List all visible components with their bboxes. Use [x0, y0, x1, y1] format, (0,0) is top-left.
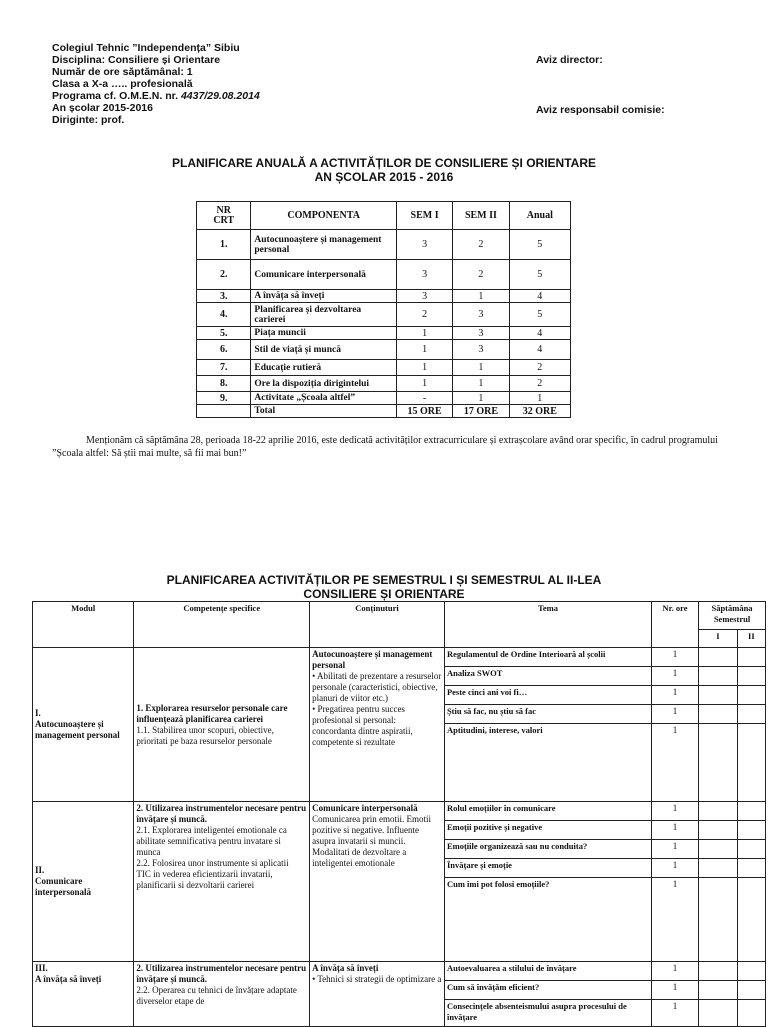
tema-cell: Analiza SWOT [444, 667, 651, 686]
week-sem-i [699, 724, 738, 802]
row-sem1: 1 [396, 376, 452, 392]
col-tema: Tema [444, 602, 651, 648]
row-nr: 5. [197, 327, 251, 340]
week-sem-i [699, 821, 738, 840]
row-sem1: 1 [396, 360, 452, 376]
semester-table-header [33, 602, 766, 630]
week-sem-i [699, 802, 738, 821]
ore-cell: 1 [651, 878, 698, 962]
week-sem-ii [737, 821, 765, 840]
row-componenta: A învăța să înveți [251, 290, 397, 303]
row-sem1: - [396, 392, 452, 405]
competente-title: 1. Explorarea resurselor personale care influențează planificarea carierei [136, 702, 288, 724]
row-anual: 4 [509, 290, 570, 303]
row-sem2: 1 [453, 392, 509, 405]
col-sem1: SEM I [396, 202, 452, 230]
aviz-comisie: Aviz responsabil comisie: [536, 104, 665, 116]
row-nr: 3. [197, 290, 251, 303]
total-row [197, 405, 571, 418]
total-sem2: 17 ORE [453, 405, 509, 418]
row-sem2: 2 [453, 230, 509, 260]
col-nr-ore: Nr. ore [651, 602, 698, 648]
week-sem-ii [737, 878, 765, 962]
row-sem2: 1 [453, 360, 509, 376]
ore-cell: 1 [651, 981, 698, 1000]
table-row [197, 290, 571, 303]
module-continuturi [310, 802, 445, 962]
total-anual: 32 ORE [509, 405, 570, 418]
module-name: I. Autocunoaștere și management personal [33, 648, 134, 802]
col-continuturi: Conținuturi [310, 602, 445, 648]
ore-cell: 1 [651, 1000, 698, 1027]
week-sem-i [699, 705, 738, 724]
row-sem1: 1 [396, 340, 452, 360]
continuturi-text: • Tehnici si strategii de optimizare a [312, 974, 442, 984]
row-nr: 8. [197, 376, 251, 392]
table-row [197, 360, 571, 376]
row-sem2: 3 [453, 303, 509, 327]
page-title [0, 156, 768, 184]
table-row [33, 802, 766, 821]
col-sem2: SEM II [453, 202, 509, 230]
ore-cell: 1 [651, 802, 698, 821]
table-row [197, 340, 571, 360]
annual-plan-table [196, 201, 571, 418]
weekly-hours: Număr de ore săptămânal: 1 [52, 66, 193, 78]
total-sem1: 15 ORE [396, 405, 452, 418]
week-sem-i [699, 878, 738, 962]
tema-cell: Autoevaluarea a stilului de învățare [444, 962, 651, 981]
tema-cell: Regulamentul de Ordine Interioară al școlii [444, 648, 651, 667]
row-sem1: 3 [396, 230, 452, 260]
school-year: An școlar 2015-2016 [52, 102, 153, 114]
week-sem-i [699, 648, 738, 667]
programa [52, 90, 260, 102]
title-line-2: AN ȘCOLAR 2015 - 2016 [314, 170, 454, 184]
table-row [197, 230, 571, 260]
total-empty [197, 405, 251, 418]
row-componenta: Comunicare interpersonală [251, 260, 397, 290]
week-sem-ii [737, 1000, 765, 1027]
tema-cell: Rolul emoțiilor în comunicare [444, 802, 651, 821]
row-componenta: Ore la dispoziția dirigintelui [251, 376, 397, 392]
row-sem1: 2 [396, 303, 452, 327]
col-nr: NR CRT [197, 202, 251, 230]
module-name: III. A învăța să înveți [33, 962, 134, 1027]
row-sem2: 1 [453, 376, 509, 392]
row-anual: 5 [509, 303, 570, 327]
school-name: Colegiul Tehnic ”Independența” Sibiu [52, 42, 240, 54]
week-sem-ii [737, 648, 765, 667]
row-componenta: Piața muncii [251, 327, 397, 340]
row-anual: 4 [509, 340, 570, 360]
week-sem-i [699, 962, 738, 981]
ore-cell: 1 [651, 840, 698, 859]
module-name: II. Comunicare interpersonală [33, 802, 134, 962]
week-sem-i [699, 859, 738, 878]
continuturi-title: Autocunoaștere și management personal [312, 649, 433, 670]
week-sem-i [699, 667, 738, 686]
continuturi-title: A învăța să înveți [312, 963, 379, 973]
competente-title: 2. Utilizarea instrumentelor necesare pentru învățare și muncă. [136, 963, 307, 984]
week-sem-i [699, 686, 738, 705]
week-sem-i [699, 1000, 738, 1027]
col-anual: Anual [509, 202, 570, 230]
week-sem-ii [737, 686, 765, 705]
col-componenta: COMPONENTA [251, 202, 397, 230]
continuturi-text: • Abilitati de prezentare a resurselor personale (caracteristici, obiective, planuri de viitor etc.) • Pregatirea pentru succes profesional si personal: concordanta dintre aspiratii, competente si rezultate [312, 671, 442, 747]
competente-text: 2.2. Operarea cu tehnici de învățare adaptate diverselor etape de [136, 985, 297, 1006]
discipline: Disciplina: Consiliere și Orientare [52, 54, 221, 66]
row-nr: 1. [197, 230, 251, 260]
tema-cell: Peste cinci ani voi fi… [444, 686, 651, 705]
school-altfel-note: Menționăm că săptămâna 28, perioada 18-22 aprilie 2016, este dedicată activităților extracurriculare și extrașcolare având orar specific, în cadrul programului ”Școala altfel: Să știi mai multe, să fii mai bun!” [52, 435, 718, 459]
week-sem-ii [737, 724, 765, 802]
row-anual: 2 [509, 376, 570, 392]
module-continuturi [310, 962, 445, 1027]
table-row [197, 392, 571, 405]
semester-title [0, 573, 768, 601]
tema-cell: Emoții pozitive și negative [444, 821, 651, 840]
title-line-1: PLANIFICARE ANUALĂ A ACTIVITĂȚILOR DE CONSILIERE ȘI ORIENTARE [171, 156, 596, 170]
col-sem-i: I [699, 630, 738, 648]
row-sem1: 3 [396, 260, 452, 290]
week-sem-i [699, 840, 738, 859]
row-nr: 6. [197, 340, 251, 360]
row-componenta: Activitate „Școala altfel” [251, 392, 397, 405]
table-row [197, 327, 571, 340]
row-sem2: 3 [453, 340, 509, 360]
semester-plan-table [32, 601, 766, 1027]
table-row [33, 962, 766, 981]
aviz-director: Aviz director: [536, 54, 603, 66]
ore-cell: 1 [651, 667, 698, 686]
row-componenta: Autocunoaștere și management personal [251, 230, 397, 260]
module-competente [134, 648, 310, 802]
row-componenta: Stil de viață și muncă [251, 340, 397, 360]
ore-cell: 1 [651, 686, 698, 705]
table-row [197, 260, 571, 290]
programa-number: 4437/29.08.2014 [180, 90, 260, 102]
col-competente: Competențe specifice [134, 602, 310, 648]
week-sem-ii [737, 981, 765, 1000]
row-anual: 5 [509, 230, 570, 260]
row-nr: 2. [197, 260, 251, 290]
row-anual: 2 [509, 360, 570, 376]
row-sem1: 3 [396, 290, 452, 303]
competente-text: 1.1. Stabilirea unor scopuri, obiective, prioritati pe baza resurselor personale [136, 724, 274, 746]
row-nr: 4. [197, 303, 251, 327]
class-name: Clasa a X-a ….. profesională [52, 78, 193, 90]
table-row [33, 648, 766, 667]
week-sem-ii [737, 859, 765, 878]
tema-cell: Consecințele absenteismului asupra procesului de învățare [444, 1000, 651, 1027]
ore-cell: 1 [651, 962, 698, 981]
row-nr: 9. [197, 392, 251, 405]
continuturi-text: Comunicarea prin emotii. Emotii pozitive si negative. Influente asupra invatarii si muncii. Modalitati de dezvoltare a inteligentei emotionale [312, 814, 432, 868]
total-label: Total [251, 405, 397, 418]
table-row [197, 376, 571, 392]
row-anual: 1 [509, 392, 570, 405]
semester-title-line-1: PLANIFICAREA ACTIVITĂȚILOR PE SEMESTRUL I ȘI SEMESTRUL AL II-LEA [166, 573, 602, 587]
week-sem-ii [737, 667, 765, 686]
ore-cell: 1 [651, 821, 698, 840]
ore-cell: 1 [651, 648, 698, 667]
module-competente [134, 962, 310, 1027]
tema-cell: Emoțiile organizează sau nu conduita? [444, 840, 651, 859]
tema-cell: Știu să fac, nu știu să fac [444, 705, 651, 724]
col-saptamana: Săptămâna Semestrul [699, 602, 766, 630]
week-sem-ii [737, 705, 765, 724]
programa-label: Programa cf. O.M.E.N. nr. [52, 90, 181, 102]
tema-cell: Aptitudini, interese, valori [444, 724, 651, 802]
col-modul: Modul [33, 602, 134, 648]
ore-cell: 1 [651, 859, 698, 878]
ore-cell: 1 [651, 724, 698, 802]
competente-text: 2.1. Explorarea inteligentei emotionale ca abilitate semnificativa pentru invatare si munca 2.2. Folosirea unor instrumente si aplicatii TIC in vederea eficientizarii invatarii, planificarii si dezvoltarii carierei [136, 825, 289, 890]
row-sem2: 2 [453, 260, 509, 290]
competente-title: 2. Utilizarea instrumentelor necesare pentru învățare și muncă. [136, 803, 307, 824]
semester-title-line-2: CONSILIERE ȘI ORIENTARE [303, 587, 465, 601]
table-row [197, 303, 571, 327]
row-sem1: 1 [396, 327, 452, 340]
tema-cell: Cum îmi pot folosi emoțiile? [444, 878, 651, 962]
row-componenta: Planificarea și dezvoltarea carierei [251, 303, 397, 327]
row-anual: 5 [509, 260, 570, 290]
row-sem2: 1 [453, 290, 509, 303]
row-componenta: Educație rutieră [251, 360, 397, 376]
annual-table-header [197, 202, 571, 230]
continuturi-title: Comunicare interpersonală [312, 803, 418, 813]
ore-cell: 1 [651, 705, 698, 724]
form-teacher: Diriginte: prof. [52, 114, 125, 126]
row-sem2: 3 [453, 327, 509, 340]
module-continuturi [310, 648, 445, 802]
row-nr: 7. [197, 360, 251, 376]
week-sem-ii [737, 802, 765, 821]
document-header [52, 42, 260, 126]
tema-cell: Învățare și emoție [444, 859, 651, 878]
tema-cell: Cum să învățăm eficient? [444, 981, 651, 1000]
week-sem-i [699, 981, 738, 1000]
week-sem-ii [737, 962, 765, 981]
module-competente [134, 802, 310, 962]
col-sem-ii: II [737, 630, 765, 648]
row-anual: 4 [509, 327, 570, 340]
week-sem-ii [737, 840, 765, 859]
